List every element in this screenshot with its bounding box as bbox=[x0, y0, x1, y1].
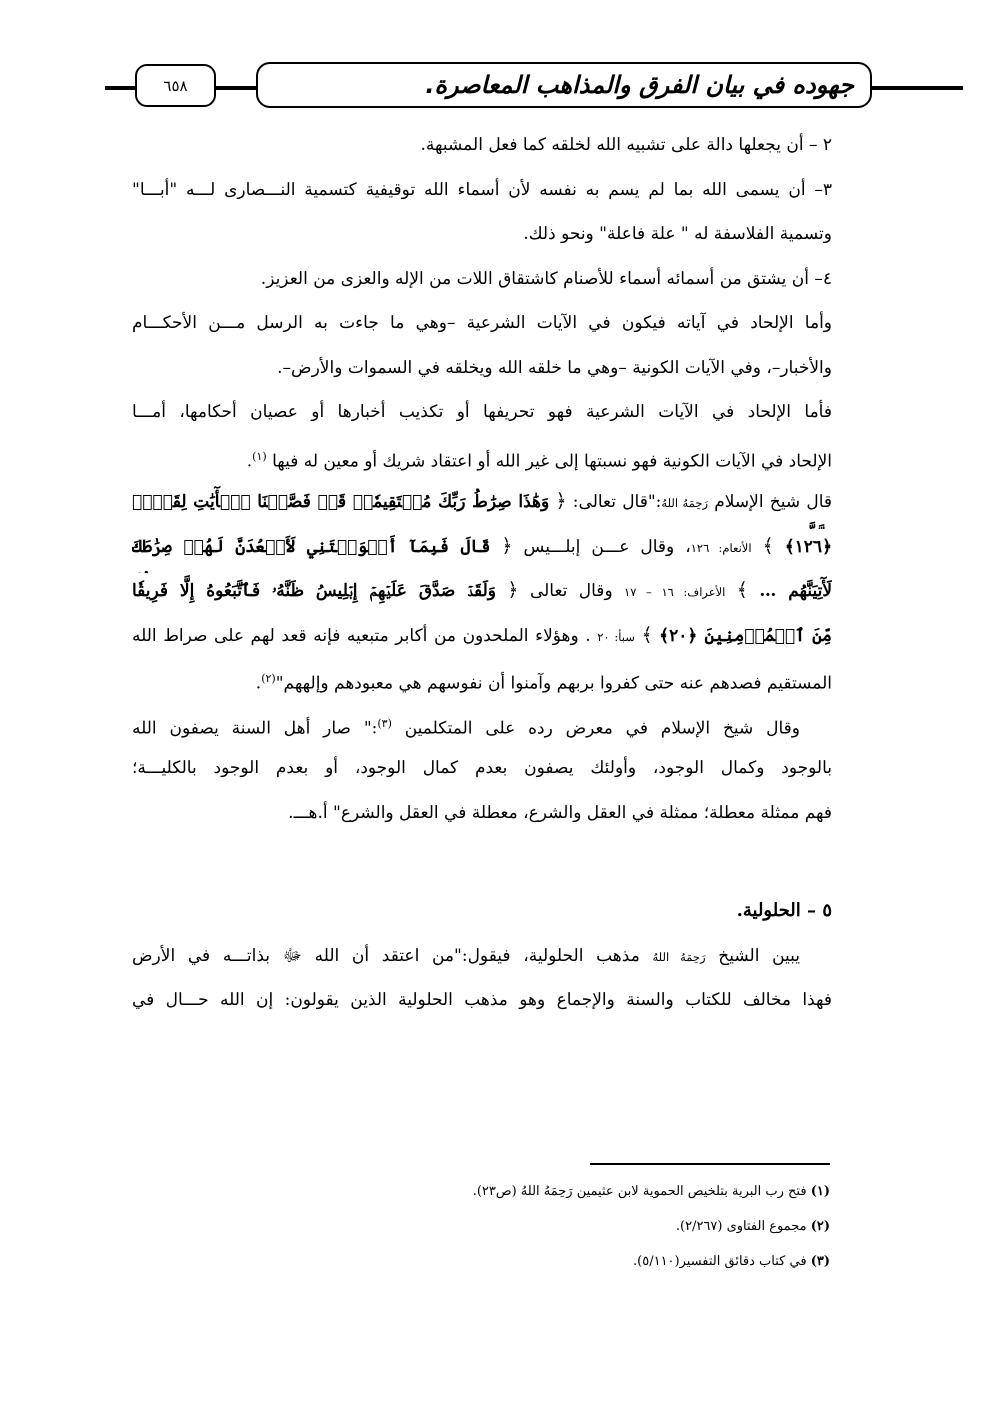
quran-bracket-open: ﴿ bbox=[501, 534, 513, 557]
footnote-text: في كتاب دقائق التفسير(٥/١١٠). bbox=[633, 1254, 807, 1269]
quran-verse: قَالَ فَبِمَآ أَغۡوَيۡتَنِي لَأَقۡعُدَنَّ لَهُمۡ صِرَٰطَكَ bbox=[132, 536, 491, 557]
quran-verse: وَهَٰذَا صِرَٰطُ رَبِّكَ مُسۡتَقِيمٗاۗ قَدۡ فَصَّلۡنَا ٱلۡأٓيَٰتِ لِقَوۡمٖ bbox=[132, 492, 550, 512]
text-span: يبين الشيخ bbox=[718, 945, 801, 966]
text-line: المستقيم فصدهم عنه حتى كفروا بربهم وآمنوا أن نفوسهم هي معبودهم وإلههم"$^{(٢)}$. bbox=[255, 672, 832, 694]
honorific: رَحِمَهُ اللهُ bbox=[652, 949, 706, 964]
book-title: جهوده في بيان الفرق والمذاهب المعاصرة. bbox=[425, 71, 854, 99]
text-line: ٢ – أن يجعلها دالة على تشبيه الله لخلقه كما فعل المشبهة. bbox=[420, 135, 832, 155]
text-line bbox=[132, 939, 832, 984]
text-span: . وهؤلاء الملحدون من أكابر متبعيه فإنه قعد لهم على صراط الله bbox=[132, 625, 591, 646]
quran-bracket-open: ﴿ bbox=[507, 579, 519, 601]
footnote-marker[interactable]: (٣) bbox=[377, 716, 392, 730]
footnotes bbox=[170, 1178, 830, 1283]
text-span: المستقيم فصدهم عنه حتى كفروا بربهم وآمنوا أن نفوسهم هي معبودهم وإلههم" bbox=[275, 673, 832, 694]
text-span: مذهب الحلولية، فيقول:"من اعتقد أن الله bbox=[314, 945, 640, 966]
footnote-2 bbox=[170, 1213, 830, 1248]
text-line: ٣– أن يسمى الله بما لم يسم به نفسه لأن أسماء الله توقيفية كتسمية النـــصارى لـــه "أبـــا" bbox=[132, 179, 832, 200]
text-line: ٤– أن يشتق من أسمائه أسماء للأصنام كاشتقاق اللات من الإله والعزى من العزيز. bbox=[260, 268, 832, 289]
footnote-1 bbox=[170, 1178, 830, 1213]
text-line bbox=[132, 707, 832, 752]
quran-bracket-close: ﴾ bbox=[736, 579, 748, 601]
quran-bracket-close: ﴾ bbox=[762, 534, 774, 557]
text-span: وقال تعالى bbox=[529, 581, 613, 601]
text-line bbox=[132, 484, 832, 529]
footnote-number: (١) bbox=[810, 1184, 830, 1199]
body-text bbox=[132, 128, 832, 1028]
page-number-frame bbox=[135, 64, 216, 107]
quran-bracket-close: ﴾ bbox=[641, 623, 653, 646]
quran-verse: مِّنَ ٱلۡمُؤۡمِنِينَ ﴿٢٠﴾ bbox=[659, 625, 832, 646]
footnote-marker[interactable]: (١) bbox=[252, 449, 267, 463]
page-number: ٦٥٨ bbox=[163, 76, 188, 95]
footnote-text: مجموع الفتاوى (٢/٢٦٧). bbox=[675, 1219, 807, 1234]
text-line: فأما الإلحاد في الآيات الشرعية فهو تحريفها أو تكذيب أخبارها أو عصيان أحكامها، أمـــا bbox=[132, 402, 832, 422]
footnote-marker[interactable]: (٢) bbox=[261, 672, 276, 685]
text-line: فهذا مخالف للكتاب والسنة والإجماع وهو مذهب الحلولية الذين يقولون: إن الله حـــال في bbox=[132, 990, 832, 1010]
text-span: الإلحاد في الآيات الكونية فهو نسبتها إلى غير الله أو اعتقاد شريك أو معين له فيها bbox=[272, 451, 832, 472]
verse-reference: الأعراف: ١٦ – ١٧ bbox=[624, 585, 726, 599]
text-line: والأخبار–، وفي الآيات الكونية –وهي ما خلقه الله ويخلقه في السموات والأرض–. bbox=[277, 357, 832, 378]
verse-number: ﴿١٢٦﴾ bbox=[784, 536, 832, 557]
quran-bracket-open: ﴿ bbox=[555, 490, 567, 512]
honorific: رَحِمَهُ اللهُ bbox=[661, 496, 709, 510]
section-gap bbox=[132, 840, 832, 894]
quran-verse: وَلَقَدۡ صَدَّقَ عَلَيۡهِمۡ إِبۡلِيسُ ظَنَّهُۥ فَٱتَّبَعُوهُ إِلَّا فَرِيقٗا bbox=[132, 581, 497, 601]
header-title-frame bbox=[256, 62, 872, 108]
text-span: وقال شيخ الإسلام في معرض رده على المتكلمين bbox=[404, 718, 801, 739]
text-line: الإلحاد في الآيات الكونية فهو نسبتها إلى غير الله أو اعتقاد شريك أو معين له فيها $^{(١)}$. bbox=[246, 449, 832, 472]
text-span: ، وقال عـــن إبلـــيس bbox=[523, 536, 691, 557]
text-line: وأما الإلحاد في آياته فيكون في الآيات الشرعية –وهي ما جاءت به الرسل مـــن الأحكـــام bbox=[132, 313, 832, 333]
footnote-number: (٢) bbox=[810, 1219, 830, 1234]
text-span: بذاتـــه في الأرض bbox=[132, 945, 270, 966]
text-span: قال شيخ الإسلام bbox=[714, 492, 832, 512]
text-span: :" صار أهل السنة يصفون الله bbox=[132, 718, 378, 739]
footnote-text: فتح رب البرية بتلخيص الحموية لابن عثيمين رَحِمَهُ اللهُ (ص٢٣). bbox=[472, 1184, 807, 1199]
text-line bbox=[132, 529, 832, 574]
text-line: وتسمية الفلاسفة له " علة فاعلة" ونحو ذلك. bbox=[523, 224, 832, 244]
text-line bbox=[132, 573, 832, 618]
quran-verse: لَأٓتِيَنَّهُم … bbox=[759, 581, 832, 601]
section-heading: ٥ – الحلولية. bbox=[736, 900, 832, 921]
text-line bbox=[132, 618, 832, 663]
text-line: بالوجود وكمال الوجود، وأولئك يصفون بعدم كمال الوجود، أو بعدم الوجود بالكليـــة؛ bbox=[132, 758, 832, 778]
verse-reference: سبأ: ٢٠ bbox=[597, 629, 635, 644]
honorific: ﷻ bbox=[282, 945, 302, 966]
text-line: فهم ممثلة معطلة؛ ممثلة في العقل والشرع، معطلة في العقل والشرع" أ.هـــ. bbox=[288, 802, 832, 823]
verse-reference: الأنعام: ١٢٦ bbox=[690, 540, 752, 555]
text-span: :"قال تعالى: bbox=[572, 492, 662, 512]
footnote-separator bbox=[590, 1163, 830, 1165]
footnote-3 bbox=[170, 1248, 830, 1283]
footnote-number: (٣) bbox=[810, 1254, 830, 1269]
